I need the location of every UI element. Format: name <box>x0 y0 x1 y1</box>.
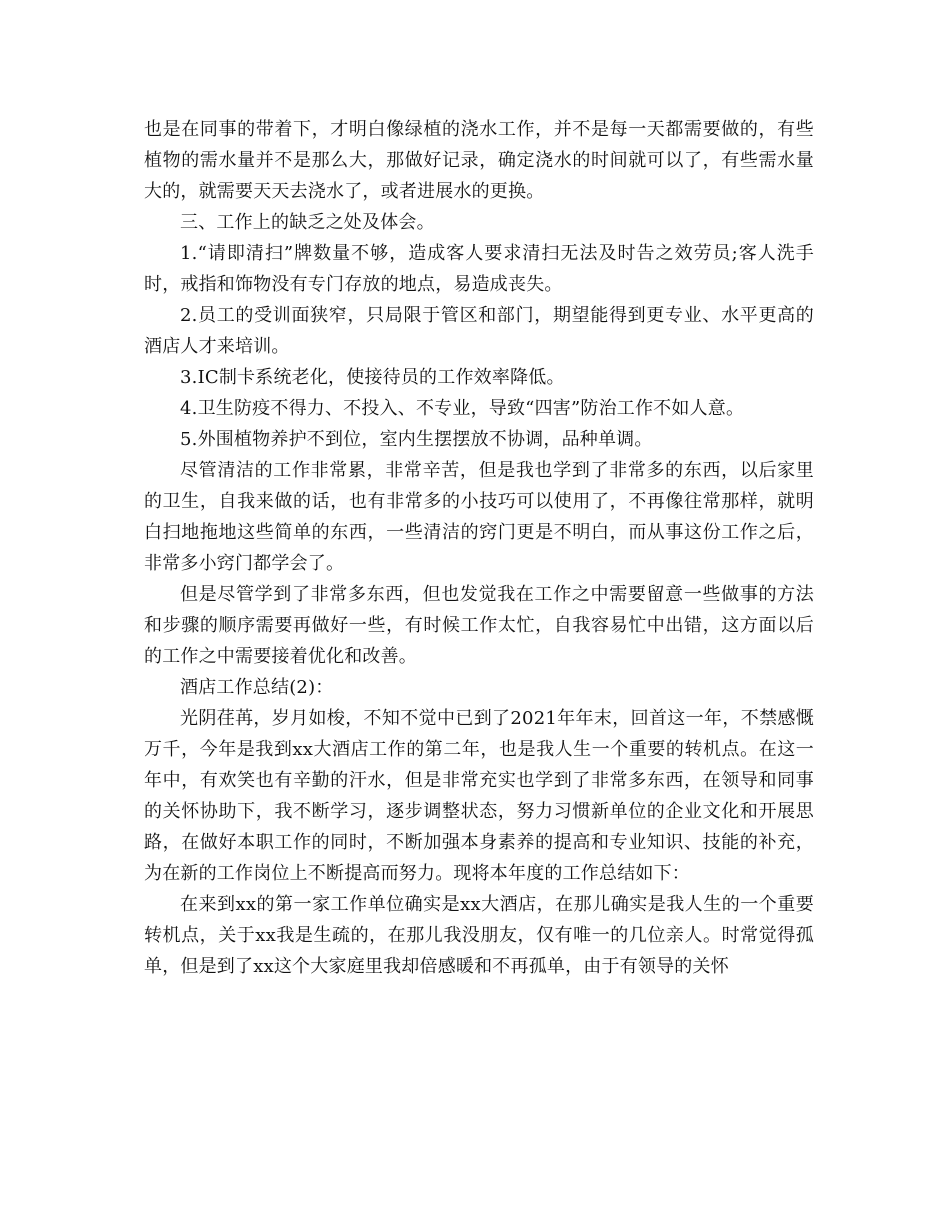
list-item-3: 3.IC制卡系统老化，使接待员的工作效率降低。 <box>180 367 565 388</box>
document-body <box>144 114 814 982</box>
paragraph-year-review: 光阴荏苒，岁月如梭，不知不觉中已到了2021年年末，回首这一年，不禁感慨万千，今年是我到xx大酒店工作的第二年，也是我人生一个重要的转机点。在这一年中，有欢笑也有辛勤的汗水，但是非常充实也学到了非常多东西，在领导和同事的关怀协助下，我不断学习，逐步调整状态，努力习惯新单位的企业文化和开展思路，在做好本职工作的同时，不断加强本身素养的提高和专业知识、技能的补充，为在新的工作岗位上不断提高而努力。现将本年度的工作总结如下： <box>144 708 814 884</box>
paragraph-1: 也是在同事的带着下，才明白像绿植的浇水工作，并不是每一天都需要做的，有些植物的需水量并不是那么大，那做好记录，确定浇水的时间就可以了，有些需水量大的，就需要天天去浇水了，或者进展水的更换。 <box>144 119 814 202</box>
section-title-summary-2: 酒店工作总结(2)： <box>180 677 334 698</box>
list-item-1: 1.“请即清扫”牌数量不够，造成客人要求清扫无法及时告之效劳员;客人洗手时，戒指和饰物没有专门存放的地点，易造成丧失。 <box>144 243 814 295</box>
paragraph-first-job: 在来到xx的第一家工作单位确实是xx大酒店，在那儿确实是我人生的一个重要转机点，关于xx我是生疏的，在那儿我没朋友，仅有唯一的几位亲人。时常觉得孤单，但是到了xx这个大家庭里我却倍感暖和不再孤单，由于有领导的关怀 <box>144 894 814 977</box>
paragraph-cleaning-experience: 尽管清洁的工作非常累，非常辛苦，但是我也学到了非常多的东西，以后家里的卫生，自我来做的话，也有非常多的小技巧可以使用了，不再像往常那样，就明白扫地拖地这些简单的东西，一些清洁的窍门更是不明白，而从事这份工作之后，非常多小窍门都学会了。 <box>144 460 814 574</box>
list-item-4: 4.卫生防疫不得力、不投入、不专业，导致“四害”防治工作不如人意。 <box>180 398 745 419</box>
list-item-5: 5.外围植物养护不到位，室内生摆摆放不协调，品种单调。 <box>180 429 653 450</box>
list-item-2: 2.员工的受训面狭窄，只局限于管区和部门，期望能得到更专业、水平更高的酒店人才来培训。 <box>144 305 814 357</box>
section-heading-3: 三、工作上的缺乏之处及体会。 <box>180 212 435 233</box>
paragraph-improvement: 但是尽管学到了非常多东西，但也发觉我在工作之中需要留意一些做事的方法和步骤的顺序需要再做好一些，有时候工作太忙，自我容易忙中出错，这方面以后的工作之中需要接着优化和改善。 <box>144 584 814 667</box>
